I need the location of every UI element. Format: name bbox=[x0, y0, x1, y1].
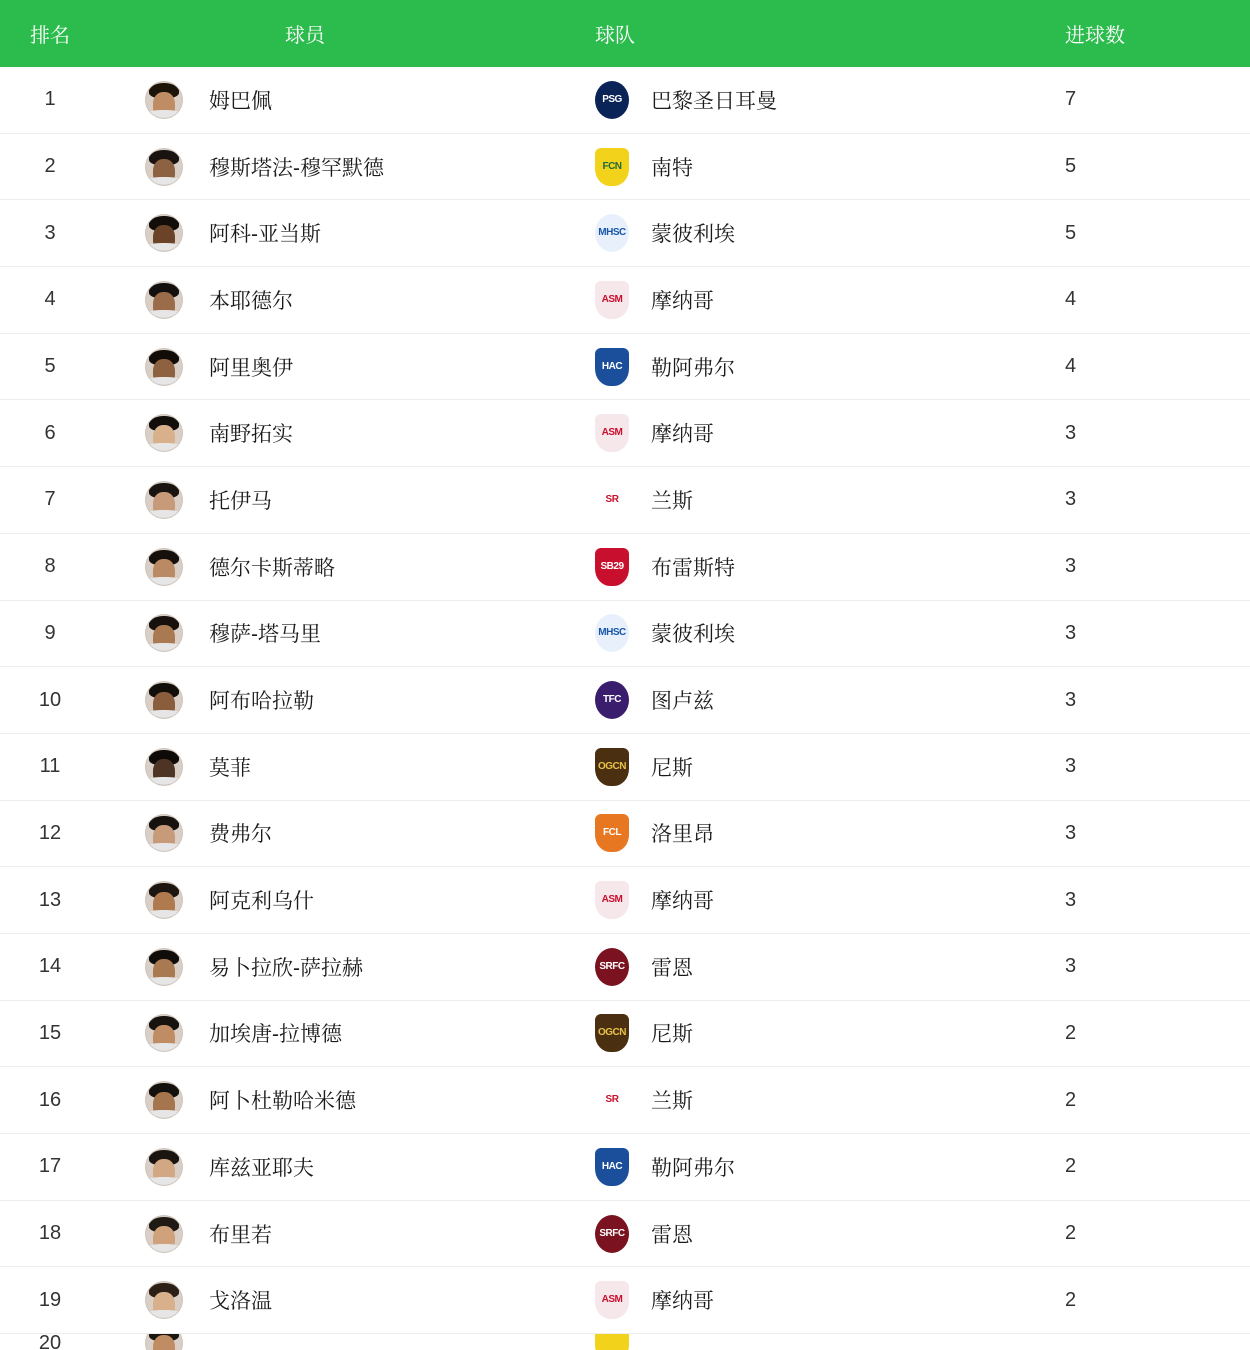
player-name: 布里若 bbox=[209, 1223, 272, 1247]
cell-goals: 3 bbox=[1065, 755, 1077, 778]
player-name: 本耶德尔 bbox=[209, 289, 293, 313]
cell-goals: 5 bbox=[1065, 155, 1077, 178]
table-row[interactable] bbox=[0, 601, 1250, 668]
table-row[interactable] bbox=[0, 467, 1250, 534]
column-header-rank: 排名 bbox=[30, 25, 70, 47]
cell-player[interactable] bbox=[100, 748, 595, 786]
team-crest-icon: HAC bbox=[595, 348, 629, 386]
cell-rank: 4 bbox=[44, 288, 56, 311]
cell-team[interactable] bbox=[595, 681, 1050, 719]
cell-team[interactable] bbox=[595, 281, 1050, 319]
cell-rank: 20 bbox=[38, 1334, 62, 1350]
cell-rank: 12 bbox=[38, 821, 62, 844]
player-avatar bbox=[145, 1215, 183, 1253]
team-crest-icon: ASM bbox=[595, 881, 629, 919]
cell-rank: 1 bbox=[44, 88, 56, 111]
team-crest-icon: PSG bbox=[595, 81, 629, 119]
player-name: 费弗尔 bbox=[209, 823, 272, 847]
cell-player[interactable] bbox=[100, 214, 595, 252]
cell-goals: 3 bbox=[1065, 888, 1077, 911]
cell-rank: 10 bbox=[38, 688, 62, 711]
cell-goals: 4 bbox=[1065, 288, 1077, 311]
cell-player[interactable] bbox=[100, 348, 595, 386]
cell-rank: 16 bbox=[38, 1088, 62, 1111]
cell-player[interactable] bbox=[100, 548, 595, 586]
team-name: 洛里昂 bbox=[651, 823, 714, 847]
player-name: 库兹亚耶夫 bbox=[209, 1156, 314, 1180]
team-crest-icon: SB29 bbox=[595, 548, 629, 586]
table-row[interactable] bbox=[0, 400, 1250, 467]
cell-rank: 2 bbox=[44, 155, 56, 178]
cell-rank: 19 bbox=[38, 1288, 62, 1311]
team-name: 雷恩 bbox=[651, 1223, 693, 1247]
column-header-player: 球员 bbox=[285, 25, 325, 47]
cell-goals: 3 bbox=[1065, 555, 1077, 578]
team-name: 摩纳哥 bbox=[651, 890, 714, 914]
player-avatar bbox=[145, 948, 183, 986]
cell-team[interactable] bbox=[595, 414, 1050, 452]
team-name: 尼斯 bbox=[651, 756, 693, 780]
table-row[interactable] bbox=[0, 1334, 1250, 1350]
player-avatar bbox=[145, 348, 183, 386]
cell-player[interactable] bbox=[100, 1081, 595, 1119]
team-crest-icon: OGCN bbox=[595, 1014, 629, 1052]
player-avatar bbox=[145, 1081, 183, 1119]
team-crest-icon: SR bbox=[595, 1081, 629, 1119]
team-crest-icon: FCN bbox=[595, 148, 629, 186]
player-avatar bbox=[145, 681, 183, 719]
cell-player[interactable] bbox=[100, 614, 595, 652]
cell-team[interactable] bbox=[595, 748, 1050, 786]
cell-player[interactable] bbox=[100, 881, 595, 919]
cell-team[interactable] bbox=[595, 1081, 1050, 1119]
cell-team[interactable] bbox=[595, 148, 1050, 186]
team-name: 南特 bbox=[651, 156, 693, 180]
team-name: 兰斯 bbox=[651, 489, 693, 513]
cell-team[interactable] bbox=[595, 614, 1050, 652]
player-name: 阿卜杜勒哈米德 bbox=[209, 1090, 356, 1114]
cell-goals: 2 bbox=[1065, 1021, 1077, 1044]
cell-team[interactable] bbox=[595, 481, 1050, 519]
player-avatar bbox=[145, 81, 183, 119]
table-row[interactable] bbox=[0, 67, 1250, 134]
column-header-team: 球队 bbox=[595, 25, 635, 47]
player-avatar bbox=[145, 481, 183, 519]
player-avatar bbox=[145, 1148, 183, 1186]
player-name: 莫菲 bbox=[209, 756, 251, 780]
cell-player[interactable] bbox=[100, 81, 595, 119]
cell-player[interactable] bbox=[100, 148, 595, 186]
cell-rank: 6 bbox=[44, 421, 56, 444]
player-avatar bbox=[145, 148, 183, 186]
team-crest-icon: SR bbox=[595, 481, 629, 519]
cell-player[interactable] bbox=[100, 948, 595, 986]
cell-team[interactable] bbox=[595, 1148, 1050, 1186]
team-crest-icon: ASM bbox=[595, 414, 629, 452]
player-name: 南野拓实 bbox=[209, 423, 293, 447]
player-name: 阿克利乌什 bbox=[209, 890, 314, 914]
player-avatar bbox=[145, 214, 183, 252]
table-row[interactable] bbox=[0, 334, 1250, 401]
cell-team[interactable] bbox=[595, 1014, 1050, 1052]
team-name: 蒙彼利埃 bbox=[651, 623, 735, 647]
cell-rank: 11 bbox=[39, 755, 61, 778]
cell-goals: 2 bbox=[1065, 1155, 1077, 1178]
team-crest-icon: SRFC bbox=[595, 948, 629, 986]
team-crest-icon: MHSC bbox=[595, 614, 629, 652]
player-avatar bbox=[145, 548, 183, 586]
team-name: 巴黎圣日耳曼 bbox=[651, 89, 777, 113]
player-name: 加埃唐-拉博德 bbox=[209, 1023, 342, 1047]
team-crest-icon: FCL bbox=[595, 814, 629, 852]
team-crest-icon: ASM bbox=[595, 281, 629, 319]
cell-player[interactable] bbox=[100, 1014, 595, 1052]
cell-goals: 3 bbox=[1065, 421, 1077, 444]
player-avatar bbox=[145, 414, 183, 452]
cell-player[interactable] bbox=[100, 1148, 595, 1186]
cell-goals: 2 bbox=[1065, 1288, 1077, 1311]
table-row[interactable] bbox=[0, 1067, 1250, 1134]
table-row[interactable] bbox=[0, 667, 1250, 734]
player-avatar bbox=[145, 1334, 183, 1350]
cell-team[interactable] bbox=[595, 348, 1050, 386]
cell-goals: 2 bbox=[1065, 1222, 1077, 1245]
cell-rank: 5 bbox=[44, 355, 56, 378]
player-name: 易卜拉欣-萨拉赫 bbox=[209, 956, 363, 980]
cell-goals: 3 bbox=[1065, 488, 1077, 511]
team-name: 勒阿弗尔 bbox=[651, 1156, 735, 1180]
player-avatar bbox=[145, 614, 183, 652]
player-name: 德尔卡斯蒂略 bbox=[209, 556, 335, 580]
cell-rank: 18 bbox=[38, 1222, 62, 1245]
team-name: 摩纳哥 bbox=[651, 289, 714, 313]
cell-team[interactable] bbox=[595, 81, 1050, 119]
cell-rank: 17 bbox=[38, 1155, 62, 1178]
team-name: 图卢兹 bbox=[651, 690, 714, 714]
player-avatar bbox=[145, 814, 183, 852]
cell-goals: 5 bbox=[1065, 221, 1077, 244]
cell-team[interactable] bbox=[595, 814, 1050, 852]
cell-player[interactable] bbox=[100, 1334, 595, 1350]
cell-goals: 3 bbox=[1065, 955, 1077, 978]
team-crest-icon: MHSC bbox=[595, 214, 629, 252]
cell-player[interactable] bbox=[100, 681, 595, 719]
column-header-goals: 进球数 bbox=[1065, 25, 1125, 47]
table-row[interactable] bbox=[0, 934, 1250, 1001]
cell-player[interactable] bbox=[100, 414, 595, 452]
table-row[interactable] bbox=[0, 200, 1250, 267]
cell-rank: 13 bbox=[38, 888, 62, 911]
cell-player[interactable] bbox=[100, 1281, 595, 1319]
player-name: 阿里奥伊 bbox=[209, 356, 293, 380]
cell-team[interactable] bbox=[595, 1215, 1050, 1253]
team-name: 蒙彼利埃 bbox=[651, 223, 735, 247]
table-row[interactable] bbox=[0, 134, 1250, 201]
team-crest-icon: SRFC bbox=[595, 1215, 629, 1253]
table-row[interactable] bbox=[0, 734, 1250, 801]
player-name: 托伊马 bbox=[209, 489, 272, 513]
player-name: 穆萨-塔马里 bbox=[209, 623, 321, 647]
cell-goals: 7 bbox=[1065, 88, 1077, 111]
player-avatar bbox=[145, 748, 183, 786]
scorers-list bbox=[0, 67, 1250, 1350]
table-header-row bbox=[0, 0, 1250, 67]
team-crest-icon: OGCN bbox=[595, 748, 629, 786]
cell-rank: 9 bbox=[44, 621, 56, 644]
team-crest-icon: HAC bbox=[595, 1148, 629, 1186]
cell-team[interactable] bbox=[595, 548, 1050, 586]
team-name: 兰斯 bbox=[651, 1090, 693, 1114]
cell-team[interactable] bbox=[595, 1281, 1050, 1319]
cell-rank: 7 bbox=[44, 488, 56, 511]
team-name: 雷恩 bbox=[651, 956, 693, 980]
table-row[interactable] bbox=[0, 801, 1250, 868]
cell-player[interactable] bbox=[100, 814, 595, 852]
cell-goals: 3 bbox=[1065, 688, 1077, 711]
cell-team[interactable] bbox=[595, 1334, 1050, 1350]
cell-player[interactable] bbox=[100, 1215, 595, 1253]
table-row[interactable] bbox=[0, 1134, 1250, 1201]
cell-goals: 3 bbox=[1065, 821, 1077, 844]
cell-team[interactable] bbox=[595, 214, 1050, 252]
player-avatar bbox=[145, 1014, 183, 1052]
cell-rank: 15 bbox=[38, 1021, 62, 1044]
cell-goals: 3 bbox=[1065, 621, 1077, 644]
cell-player[interactable] bbox=[100, 481, 595, 519]
table-row[interactable] bbox=[0, 867, 1250, 934]
cell-player[interactable] bbox=[100, 281, 595, 319]
cell-rank: 8 bbox=[44, 555, 56, 578]
player-name: 阿科-亚当斯 bbox=[209, 223, 321, 247]
cell-team[interactable] bbox=[595, 948, 1050, 986]
player-name: 姆巴佩 bbox=[209, 89, 272, 113]
player-avatar bbox=[145, 881, 183, 919]
cell-team[interactable] bbox=[595, 881, 1050, 919]
team-crest-icon: TFC bbox=[595, 681, 629, 719]
table-row[interactable] bbox=[0, 267, 1250, 334]
cell-rank: 3 bbox=[44, 221, 56, 244]
team-name: 尼斯 bbox=[651, 1023, 693, 1047]
team-name: 布雷斯特 bbox=[651, 556, 735, 580]
player-name: 阿布哈拉勒 bbox=[209, 690, 314, 714]
team-name: 摩纳哥 bbox=[651, 423, 714, 447]
table-row[interactable] bbox=[0, 534, 1250, 601]
team-name: 勒阿弗尔 bbox=[651, 356, 735, 380]
table-row[interactable] bbox=[0, 1001, 1250, 1068]
player-name: 穆斯塔法-穆罕默德 bbox=[209, 156, 384, 180]
cell-rank: 14 bbox=[38, 955, 62, 978]
cell-goals: 4 bbox=[1065, 355, 1077, 378]
team-crest-icon bbox=[595, 1334, 629, 1350]
team-crest-icon: ASM bbox=[595, 1281, 629, 1319]
table-row[interactable] bbox=[0, 1267, 1250, 1334]
player-name: 戈洛温 bbox=[209, 1290, 272, 1314]
player-avatar bbox=[145, 1281, 183, 1319]
team-name: 摩纳哥 bbox=[651, 1290, 714, 1314]
player-avatar bbox=[145, 281, 183, 319]
table-row[interactable] bbox=[0, 1201, 1250, 1268]
cell-goals: 2 bbox=[1065, 1088, 1077, 1111]
